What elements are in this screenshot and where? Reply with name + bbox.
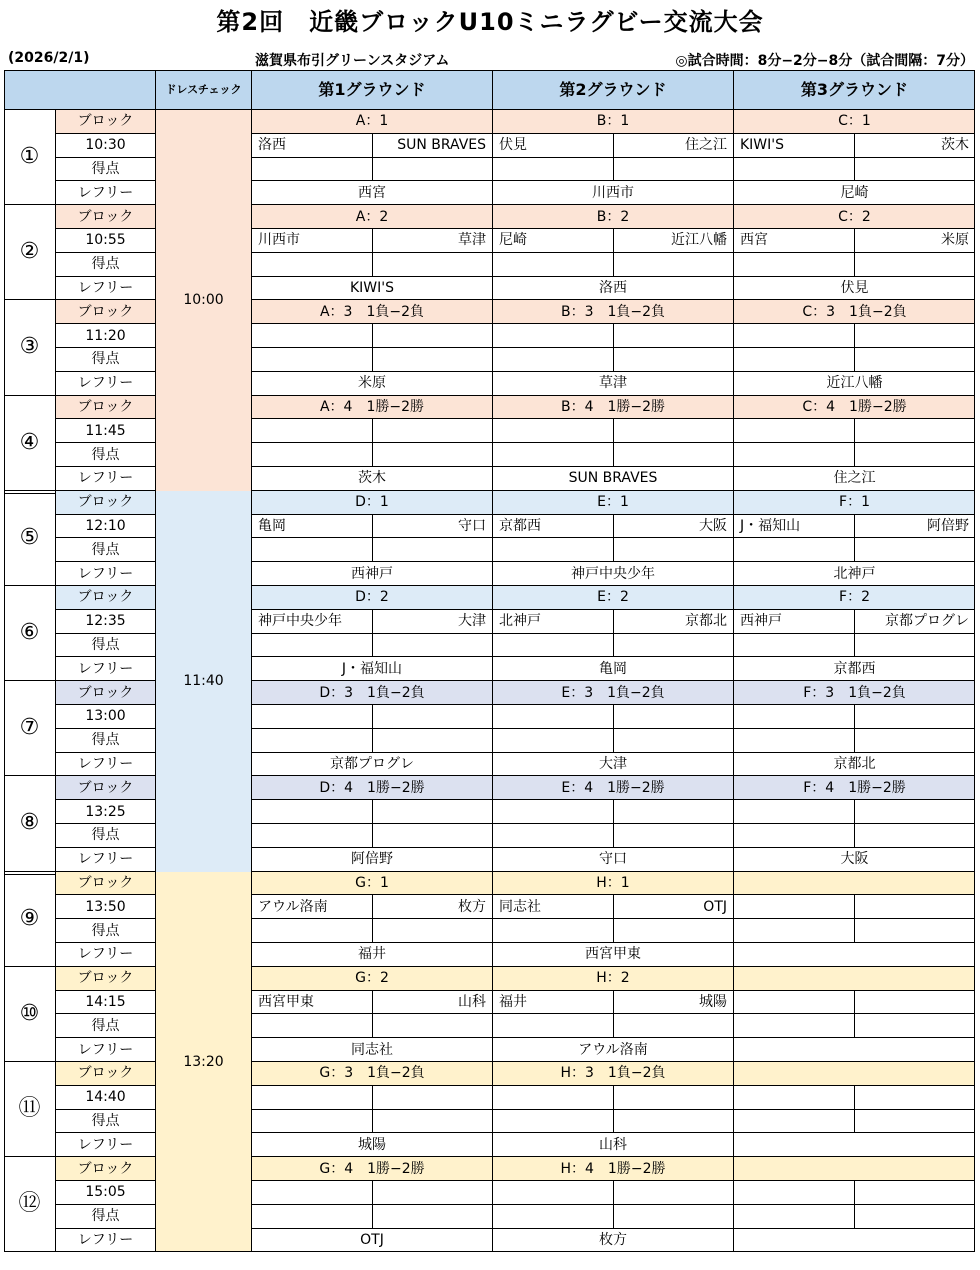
home-team <box>493 324 614 348</box>
referee-team: 枚方 <box>493 1229 734 1253</box>
referee-team: 草津 <box>493 372 734 396</box>
match-label: D：3 1負−2負 <box>252 681 493 705</box>
match-label: C：3 1負−2負 <box>734 300 975 324</box>
referee-team: 洛西 <box>493 277 734 301</box>
away-score <box>614 824 734 848</box>
home-score <box>252 919 373 943</box>
home-team: 洛西 <box>252 134 373 158</box>
kickoff-time: 14:15 <box>56 991 156 1015</box>
match-label: E：3 1負−2負 <box>493 681 734 705</box>
away-team <box>614 800 734 824</box>
away-team <box>855 800 975 824</box>
away-score <box>373 634 493 658</box>
away-score <box>373 1205 493 1229</box>
round-number: ⑤ <box>4 491 56 586</box>
kickoff-time: 10:55 <box>56 229 156 253</box>
header-dress-check: ドレスチェック <box>156 70 252 110</box>
referee-team: OTJ <box>252 1229 493 1253</box>
referee-team: 近江八幡 <box>734 372 975 396</box>
match-label: D：2 <box>252 586 493 610</box>
home-score <box>252 824 373 848</box>
away-score <box>855 253 975 277</box>
referee-team: 城陽 <box>252 1133 493 1157</box>
round-number: ⑧ <box>4 776 56 871</box>
away-team: 茨木 <box>855 134 975 158</box>
away-team <box>855 1181 975 1205</box>
match-label: A：2 <box>252 205 493 229</box>
home-score <box>734 634 855 658</box>
kickoff-time: 15:05 <box>56 1181 156 1205</box>
home-team <box>734 705 855 729</box>
away-score <box>614 634 734 658</box>
home-score <box>252 1014 373 1038</box>
block-label: ブロック <box>56 872 156 896</box>
referee-team <box>734 1038 975 1062</box>
home-score <box>734 1014 855 1038</box>
away-score <box>855 443 975 467</box>
match-label: D：1 <box>252 491 493 515</box>
match-label: G：4 1勝−2勝 <box>252 1157 493 1181</box>
home-score <box>493 158 614 182</box>
referee-team: 住之江 <box>734 467 975 491</box>
header-ground-1: 第1グラウンド <box>252 70 493 110</box>
block-label: ブロック <box>56 205 156 229</box>
home-team <box>252 419 373 443</box>
away-team <box>373 324 493 348</box>
event-venue: 滋賀県布引グリーンスタジアム <box>255 53 450 69</box>
home-score <box>493 538 614 562</box>
kickoff-time: 13:25 <box>56 800 156 824</box>
score-label: 得点 <box>56 919 156 943</box>
referee-team: アウル洛南 <box>493 1038 734 1062</box>
home-team: 神戸中央少年 <box>252 610 373 634</box>
home-team <box>252 705 373 729</box>
round-number: ⑥ <box>4 586 56 681</box>
home-score <box>734 158 855 182</box>
away-team <box>855 705 975 729</box>
away-team: 近江八幡 <box>614 229 734 253</box>
referee-team: 川西市 <box>493 181 734 205</box>
away-team <box>855 991 975 1015</box>
referee-team: 西宮甲東 <box>493 943 734 967</box>
away-score <box>855 158 975 182</box>
away-score <box>614 538 734 562</box>
kickoff-time: 11:20 <box>56 324 156 348</box>
away-team <box>614 1086 734 1110</box>
referee-team: SUN BRAVES <box>493 467 734 491</box>
away-team <box>855 324 975 348</box>
away-score <box>855 1110 975 1134</box>
block-label: ブロック <box>56 681 156 705</box>
away-team: 城陽 <box>614 991 734 1015</box>
referee-team: 大津 <box>493 753 734 777</box>
home-team: 西宮甲東 <box>252 991 373 1015</box>
home-score <box>493 1110 614 1134</box>
referee-label: レフリー <box>56 848 156 872</box>
match-label: A：3 1負−2負 <box>252 300 493 324</box>
block-label: ブロック <box>56 300 156 324</box>
away-score <box>855 348 975 372</box>
away-score <box>855 634 975 658</box>
round-number: ⑩ <box>4 967 56 1062</box>
header-ground-2: 第2グラウンド <box>493 70 734 110</box>
referee-label: レフリー <box>56 1133 156 1157</box>
home-score <box>734 443 855 467</box>
home-team: 福井 <box>493 991 614 1015</box>
referee-team: 福井 <box>252 943 493 967</box>
away-score <box>373 443 493 467</box>
match-label: E：1 <box>493 491 734 515</box>
home-score <box>252 443 373 467</box>
home-team <box>734 1181 855 1205</box>
score-label: 得点 <box>56 443 156 467</box>
home-team: アウル洛南 <box>252 895 373 919</box>
block-label: ブロック <box>56 1062 156 1086</box>
home-score <box>493 253 614 277</box>
match-label <box>734 1062 975 1086</box>
match-label: C：2 <box>734 205 975 229</box>
home-score <box>493 1205 614 1229</box>
home-score <box>734 348 855 372</box>
referee-team: 京都北 <box>734 753 975 777</box>
home-score <box>252 158 373 182</box>
away-score <box>373 158 493 182</box>
match-label: B：1 <box>493 110 734 134</box>
kickoff-time: 14:40 <box>56 1086 156 1110</box>
away-team: 草津 <box>373 229 493 253</box>
match-label: G：1 <box>252 872 493 896</box>
away-team: 阿倍野 <box>855 515 975 539</box>
match-label <box>734 967 975 991</box>
home-score <box>734 253 855 277</box>
match-label: F：3 1負−2負 <box>734 681 975 705</box>
referee-team: 阿倍野 <box>252 848 493 872</box>
dress-check-time: 11:40 <box>156 491 252 872</box>
home-score <box>493 634 614 658</box>
away-team <box>373 705 493 729</box>
away-team: 米原 <box>855 229 975 253</box>
match-label <box>734 1157 975 1181</box>
home-team: 伏見 <box>493 134 614 158</box>
away-team: 京都プログレ <box>855 610 975 634</box>
match-label: H：1 <box>493 872 734 896</box>
home-score <box>493 919 614 943</box>
home-score <box>734 824 855 848</box>
match-label: B：4 1勝−2勝 <box>493 396 734 420</box>
away-score <box>373 348 493 372</box>
home-score <box>252 253 373 277</box>
score-label: 得点 <box>56 824 156 848</box>
away-score <box>614 1205 734 1229</box>
home-team: J・福知山 <box>734 515 855 539</box>
away-team: SUN BRAVES <box>373 134 493 158</box>
referee-team: 同志社 <box>252 1038 493 1062</box>
home-team: 西宮 <box>734 229 855 253</box>
kickoff-time: 12:35 <box>56 610 156 634</box>
home-team <box>252 1181 373 1205</box>
match-label: C：4 1勝−2勝 <box>734 396 975 420</box>
away-score <box>373 253 493 277</box>
match-label: H：4 1勝−2勝 <box>493 1157 734 1181</box>
home-score <box>252 1110 373 1134</box>
away-score <box>373 824 493 848</box>
kickoff-time: 12:10 <box>56 515 156 539</box>
home-score <box>734 1110 855 1134</box>
away-team <box>614 324 734 348</box>
home-team <box>493 800 614 824</box>
referee-team: J・福知山 <box>252 657 493 681</box>
referee-team: 神戸中央少年 <box>493 562 734 586</box>
away-team <box>855 1086 975 1110</box>
referee-label: レフリー <box>56 467 156 491</box>
score-label: 得点 <box>56 1014 156 1038</box>
match-label: A：4 1勝−2勝 <box>252 396 493 420</box>
round-number: ⑫ <box>4 1157 56 1252</box>
home-team <box>493 705 614 729</box>
away-team: 枚方 <box>373 895 493 919</box>
match-label: H：3 1負−2負 <box>493 1062 734 1086</box>
away-score <box>373 538 493 562</box>
match-label: F：1 <box>734 491 975 515</box>
match-label: G：2 <box>252 967 493 991</box>
away-score <box>614 919 734 943</box>
score-label: 得点 <box>56 729 156 753</box>
match-label: B：3 1負−2負 <box>493 300 734 324</box>
home-score <box>252 1205 373 1229</box>
referee-team: 京都西 <box>734 657 975 681</box>
dress-check-time: 10:00 <box>156 110 252 491</box>
home-team: KIWI'S <box>734 134 855 158</box>
event-date: (2026/2/1) <box>8 50 90 66</box>
match-label: E：4 1勝−2勝 <box>493 776 734 800</box>
referee-label: レフリー <box>56 657 156 681</box>
referee-label: レフリー <box>56 562 156 586</box>
away-score <box>855 538 975 562</box>
away-team <box>614 1181 734 1205</box>
home-score <box>252 538 373 562</box>
away-team <box>373 800 493 824</box>
score-label: 得点 <box>56 348 156 372</box>
home-score <box>734 1205 855 1229</box>
referee-team: 西宮 <box>252 181 493 205</box>
home-team <box>493 1086 614 1110</box>
match-label: G：3 1負−2負 <box>252 1062 493 1086</box>
referee-label: レフリー <box>56 372 156 396</box>
round-number: ① <box>4 110 56 205</box>
block-label: ブロック <box>56 491 156 515</box>
dress-check-time: 13:20 <box>156 872 252 1253</box>
round-number: ③ <box>4 300 56 395</box>
referee-label: レフリー <box>56 1229 156 1253</box>
away-team: OTJ <box>614 895 734 919</box>
home-team: 京都西 <box>493 515 614 539</box>
round-number: ④ <box>4 396 56 491</box>
match-time-info: ◎試合時間：8分−2分−8分（試合間隔：7分） <box>675 53 974 69</box>
home-score <box>493 729 614 753</box>
match-label: B：2 <box>493 205 734 229</box>
referee-team: 大阪 <box>734 848 975 872</box>
header-blank <box>4 70 156 110</box>
home-team <box>734 324 855 348</box>
kickoff-time: 10:30 <box>56 134 156 158</box>
block-label: ブロック <box>56 110 156 134</box>
home-team <box>734 991 855 1015</box>
away-score <box>373 729 493 753</box>
referee-team: 山科 <box>493 1133 734 1157</box>
home-team: 北神戸 <box>493 610 614 634</box>
home-score <box>252 729 373 753</box>
score-label: 得点 <box>56 253 156 277</box>
home-team <box>252 800 373 824</box>
away-score <box>614 1110 734 1134</box>
away-score <box>614 729 734 753</box>
referee-team: KIWI'S <box>252 277 493 301</box>
away-team: 京都北 <box>614 610 734 634</box>
home-score <box>734 729 855 753</box>
away-team <box>373 1181 493 1205</box>
away-score <box>855 824 975 848</box>
kickoff-time: 11:45 <box>56 419 156 443</box>
away-team: 大阪 <box>614 515 734 539</box>
away-team <box>614 705 734 729</box>
home-score <box>252 634 373 658</box>
away-score <box>855 729 975 753</box>
match-label <box>734 872 975 896</box>
away-score <box>855 919 975 943</box>
home-score <box>252 348 373 372</box>
score-label: 得点 <box>56 1205 156 1229</box>
match-label: F：4 1勝−2勝 <box>734 776 975 800</box>
block-label: ブロック <box>56 776 156 800</box>
away-score <box>614 158 734 182</box>
home-score <box>493 1014 614 1038</box>
away-team: 山科 <box>373 991 493 1015</box>
score-label: 得点 <box>56 538 156 562</box>
match-label: A：1 <box>252 110 493 134</box>
match-label: H：2 <box>493 967 734 991</box>
home-score <box>493 824 614 848</box>
round-number: ⑦ <box>4 681 56 776</box>
block-label: ブロック <box>56 396 156 420</box>
home-team: 同志社 <box>493 895 614 919</box>
home-team <box>252 324 373 348</box>
home-team: 西神戸 <box>734 610 855 634</box>
home-team: 亀岡 <box>252 515 373 539</box>
block-label: ブロック <box>56 586 156 610</box>
referee-team: 米原 <box>252 372 493 396</box>
away-team <box>373 1086 493 1110</box>
away-team: 大津 <box>373 610 493 634</box>
away-team <box>373 419 493 443</box>
referee-label: レフリー <box>56 181 156 205</box>
home-team: 尼崎 <box>493 229 614 253</box>
away-score <box>614 443 734 467</box>
referee-team: 守口 <box>493 848 734 872</box>
referee-team <box>734 1133 975 1157</box>
referee-team <box>734 943 975 967</box>
home-team <box>734 895 855 919</box>
referee-team: 京都プログレ <box>252 753 493 777</box>
home-score <box>493 348 614 372</box>
away-score <box>614 348 734 372</box>
away-score <box>373 1014 493 1038</box>
kickoff-time: 13:00 <box>56 705 156 729</box>
score-label: 得点 <box>56 634 156 658</box>
home-team <box>734 419 855 443</box>
referee-team: 西神戸 <box>252 562 493 586</box>
away-team <box>855 419 975 443</box>
match-label: E：2 <box>493 586 734 610</box>
referee-team <box>734 1229 975 1253</box>
round-number: ⑪ <box>4 1062 56 1157</box>
referee-label: レフリー <box>56 1038 156 1062</box>
referee-team: 尼崎 <box>734 181 975 205</box>
away-score <box>614 1014 734 1038</box>
away-score <box>373 919 493 943</box>
home-team: 川西市 <box>252 229 373 253</box>
match-label: D：4 1勝−2勝 <box>252 776 493 800</box>
away-score <box>855 1014 975 1038</box>
home-team <box>493 1181 614 1205</box>
match-label: C：1 <box>734 110 975 134</box>
round-number: ⑨ <box>4 872 56 967</box>
away-team <box>855 895 975 919</box>
home-team <box>493 419 614 443</box>
kickoff-time: 13:50 <box>56 895 156 919</box>
round-number: ② <box>4 205 56 300</box>
referee-label: レフリー <box>56 753 156 777</box>
home-score <box>493 443 614 467</box>
block-label: ブロック <box>56 1157 156 1181</box>
page-title: 第2回 近畿ブロックU10ミニラグビー交流大会 <box>216 8 764 36</box>
header-ground-3: 第3グラウンド <box>734 70 975 110</box>
block-label: ブロック <box>56 967 156 991</box>
referee-team: 茨木 <box>252 467 493 491</box>
referee-team: 亀岡 <box>493 657 734 681</box>
home-team <box>734 800 855 824</box>
referee-label: レフリー <box>56 277 156 301</box>
home-score <box>734 538 855 562</box>
home-team <box>734 1086 855 1110</box>
home-team <box>252 1086 373 1110</box>
away-score <box>855 1205 975 1229</box>
home-score <box>734 919 855 943</box>
score-label: 得点 <box>56 158 156 182</box>
away-score <box>373 1110 493 1134</box>
away-score <box>614 253 734 277</box>
schedule-table <box>4 70 979 1260</box>
score-label: 得点 <box>56 1110 156 1134</box>
referee-label: レフリー <box>56 943 156 967</box>
away-team: 住之江 <box>614 134 734 158</box>
referee-team: 北神戸 <box>734 562 975 586</box>
referee-team: 伏見 <box>734 277 975 301</box>
away-team: 守口 <box>373 515 493 539</box>
away-team <box>614 419 734 443</box>
match-label: F：2 <box>734 586 975 610</box>
